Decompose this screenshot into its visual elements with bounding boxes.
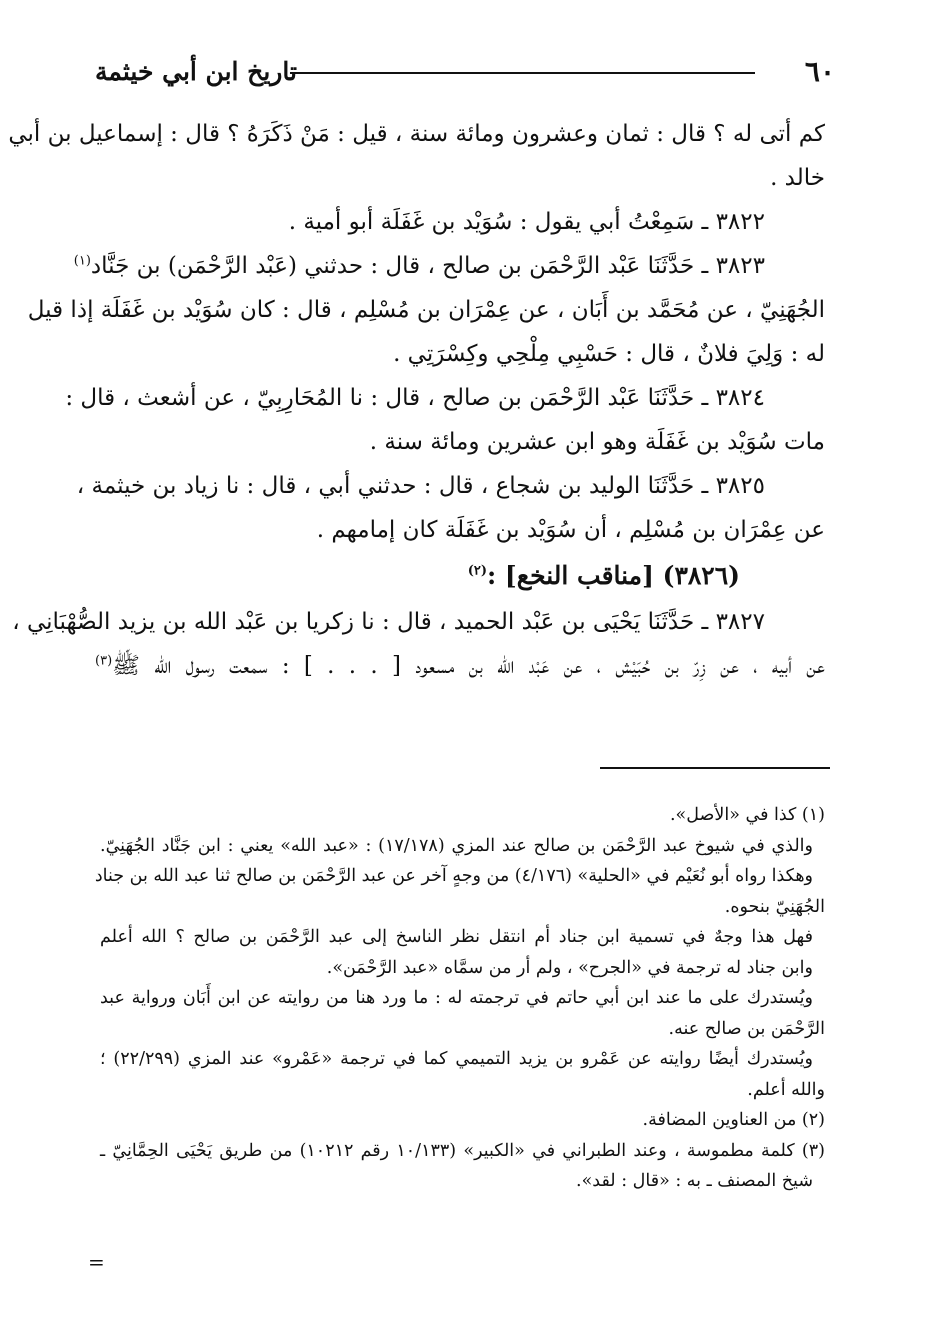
text-line: عن عِمْرَان بن مُسْلِم ، أن سُوَيْد بن غَفَلَة كان إمامهم . bbox=[316, 517, 825, 543]
narration-3822: ٣٨٢٢ ـ سَمِعْتُ أبي يقول : سُوَيْد بن غَفَلَة أبو أمية . bbox=[288, 209, 765, 235]
text-line: له : وَلِيَ فلانٌ ، قال : حَسْبِي مِلْحِي وكِسْرَتِي . bbox=[393, 341, 825, 367]
text-line-content: عن أبيه ، عن زِرّ بن حُبَيْش ، عن عَبْد الله بن مسعود [ . . . ] : سمعت رسول الله ﷺ bbox=[112, 653, 825, 679]
text-line bbox=[95, 644, 825, 688]
footnote-line: وهكذا رواه أبو نُعَيْم في «الحلية» (٤/١٧٦) من وجهٍ آخر عن عبد الرَّحْمَن بن صالح ثنا عبد الله بن جناد bbox=[94, 866, 813, 886]
footnote-line: الرَّحْمَن بن صالح عنه. bbox=[668, 1018, 825, 1039]
footnote-line: والله أعلم. bbox=[747, 1079, 825, 1100]
footnote-line: وابن جناد له ترجمة في «الجرح» ، ولم أر من سمَّاه «عبد الرَّحْمَن». bbox=[326, 957, 813, 978]
section-heading bbox=[95, 552, 825, 600]
footnote-ref-3: (٣) bbox=[95, 653, 113, 669]
narration-3823 bbox=[73, 244, 825, 288]
footnotes bbox=[94, 800, 825, 1197]
header-rule bbox=[290, 72, 755, 74]
main-text bbox=[8, 112, 825, 688]
text-line: كم أتى له ؟ قال : ثمان وعشرون ومائة سنة ، قيل : مَنْ ذَكَرَهُ ؟ قال : إسماعيل بن أبي bbox=[8, 121, 825, 147]
narration-3827: ٣٨٢٧ ـ حَدَّثَنَا يَحْيَى بن عَبْد الحميد ، قال : نا زكريا بن عَبْد الله بن يزيد الصُّهْبَانِي ، bbox=[12, 609, 765, 635]
narration-3825: ٣٨٢٥ ـ حَدَّثَنَا الوليد بن شجاع ، قال : حدثني أبي ، قال : نا زياد بن خيثمة ، bbox=[76, 473, 765, 499]
text-line: مات سُوَيْد بن غَفَلَة وهو ابن عشرين ومائة سنة . bbox=[369, 429, 825, 455]
page-header bbox=[95, 52, 835, 92]
book-title: تاريخ ابن أبي خيثمة bbox=[95, 57, 297, 86]
section-heading-text: (٣٨٢٦) [مناقب النخع] : bbox=[487, 561, 740, 590]
narration-3824: ٣٨٢٤ ـ حَدَّثَنَا عَبْد الرَّحْمَن بن صالح ، قال : نا المُحَارِبِيّ ، عن أشعث ، قال : bbox=[65, 385, 765, 411]
narration-3823-text: ٣٨٢٣ ـ حَدَّثَنَا عَبْد الرَّحْمَن بن صالح ، قال : حدثني (عَبْد الرَّحْمَن) بن جَنَّاد bbox=[90, 253, 765, 279]
footnote-ref-2: (٢) bbox=[467, 563, 487, 579]
footnote-line: والذي في شيوخ عبد الرَّحْمَن بن صالح عند المزي (١٧/١٧٨) : «عبد الله» يعني : ابن جَنَّاد الجُهَنِيّ. bbox=[100, 835, 813, 856]
text-line: خالد . bbox=[770, 165, 825, 191]
continuation-mark: = bbox=[88, 1250, 105, 1274]
footnote-line: فهل هذا وجهٌ في تسمية ابن جناد أم انتقل نظر الناسخ إلى عبد الرَّحْمَن بن صالح ؟ الله أعلم bbox=[100, 927, 813, 947]
footnote-line: ويُستدرك أيضًا روايته عن عَمْرو بن يزيد التميمي كما في ترجمة «عَمْرو» عند المزي (٢٢/٢٩٩) ؛ bbox=[100, 1049, 814, 1069]
page-number: ٦٠ bbox=[804, 55, 835, 88]
footnote-line: ويُستدرك على ما عند ابن أبي حاتم في ترجمته له : ما ورد هنا من روايته عن ابن أَبَان ورواية عبد bbox=[100, 988, 813, 1008]
footnote-2: (٢) من العناوين المضافة. bbox=[642, 1110, 825, 1130]
footnote-1: (١) كذا في «الأصل». bbox=[669, 805, 825, 825]
footnote-ref-1: (١) bbox=[73, 253, 91, 269]
footnote-line: شيخ المصنف ـ به : «قال : لقد». bbox=[576, 1171, 813, 1191]
footnote-separator bbox=[600, 767, 830, 769]
footnote-3: (٣) كلمة مطموسة ، وعند الطبراني في «الكبير» (١٠/١٣٣ رقم ١٠٢١٢) من طريق يَحْيَى الحِمَّانِيّ ـ bbox=[100, 1140, 825, 1161]
footnote-line: الجُهَنِيّ بنحوه. bbox=[724, 896, 825, 917]
text-line: الجُهَنِيّ ، عن مُحَمَّد بن أَبَان ، عن عِمْرَان بن مُسْلِم ، قال : كان سُوَيْد بن غَفَلَة إذا قيل bbox=[27, 297, 825, 323]
